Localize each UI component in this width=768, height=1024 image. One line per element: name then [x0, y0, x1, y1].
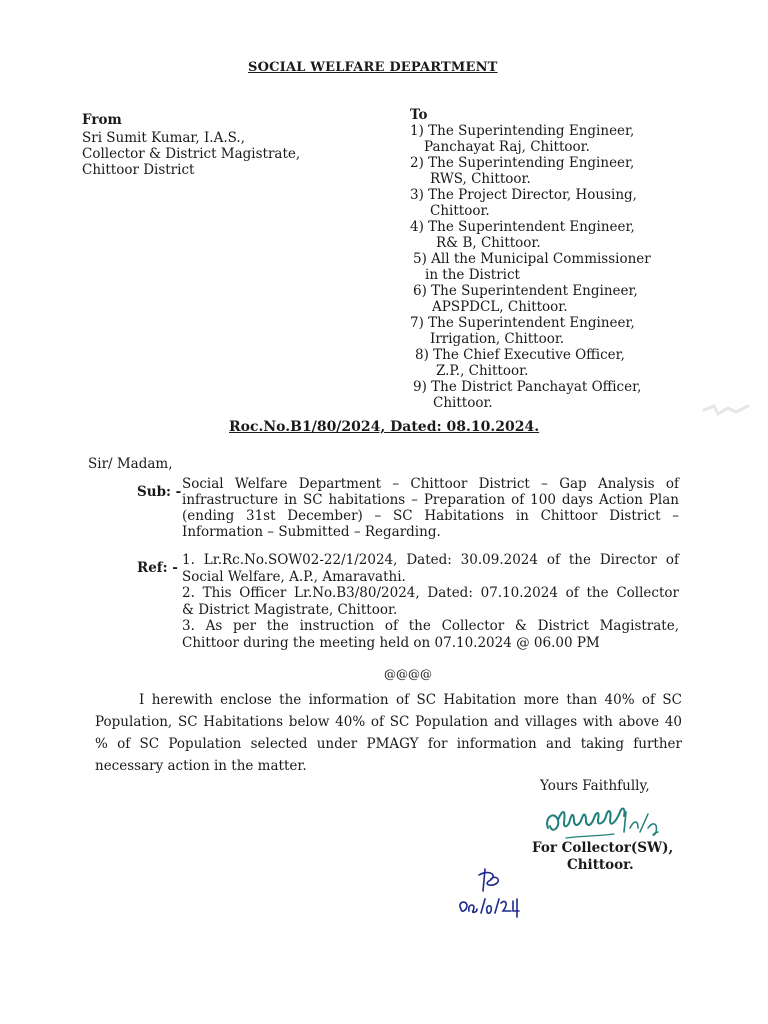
initials-mark — [455, 865, 530, 920]
recipient-title: 9) The District Panchayat Officer, — [413, 379, 642, 395]
subject-line: (ending 31st December) – SC Habitations in Chittoor District – — [182, 508, 679, 524]
body-line: Population, SC Habitations below 40% of SC Population and villages with above 40 — [95, 714, 682, 730]
department-heading: SOCIAL WELFARE DEPARTMENT — [248, 60, 498, 75]
recipient-place: Chittoor. — [433, 395, 493, 411]
body-line: necessary action in the matter. — [95, 758, 307, 774]
from-block — [82, 112, 300, 178]
body-paragraph — [95, 689, 682, 777]
subject-line: Information – Submitted – Regarding. — [182, 524, 441, 540]
recipient-place: in the District — [425, 267, 520, 283]
recipient-place: R& B, Chittoor. — [436, 235, 541, 251]
recipient-item — [413, 283, 710, 315]
recipient-item — [410, 219, 710, 251]
reference-line: & District Magistrate, Chittoor. — [182, 601, 398, 618]
recipient-place: RWS, Chittoor. — [430, 171, 531, 187]
recipient-item — [410, 123, 710, 155]
recipient-title: 6) The Superintendent Engineer, — [413, 283, 638, 299]
recipient-place: Irrigation, Chittoor. — [430, 331, 565, 347]
from-line: Collector & District Magistrate, — [82, 146, 301, 162]
salutation: Sir/ Madam, — [88, 456, 173, 472]
recipient-title: 7) The Superintendent Engineer, — [410, 315, 635, 331]
to-label: To — [410, 107, 428, 123]
from-line: Chittoor District — [82, 162, 195, 178]
body-line: I herewith enclose the information of SC Habitation more than 40% of SC — [139, 692, 682, 708]
reference-number: Roc.No.B1/80/2024, Dated: 08.10.2024. — [229, 419, 540, 435]
to-block — [410, 107, 710, 411]
signatory-line: Chittoor. — [567, 857, 634, 873]
signatory-line: For Collector(SW), — [532, 840, 674, 856]
recipient-title: 8) The Chief Executive Officer, — [415, 347, 625, 363]
signature-mark — [540, 798, 670, 846]
recipient-title: 2) The Superintending Engineer, — [410, 155, 635, 171]
subject-line: infrastructure in SC habitations – Preparation of 100 days Action Plan — [182, 492, 679, 508]
closing-phrase: Yours Faithfully, — [540, 778, 650, 794]
recipient-item — [410, 187, 710, 219]
section-separator: @@@@ — [384, 667, 432, 681]
reference-line: 1. Lr.Rc.No.SOW02-22/1/2024, Dated: 30.09.2024 of the Director of — [182, 552, 679, 568]
reference-text — [182, 552, 679, 651]
reference-line: 2. This Officer Lr.No.B3/80/2024, Dated: 07.10.2024 of the Collector — [182, 585, 679, 601]
recipient-place: Panchayat Raj, Chittoor. — [424, 139, 590, 155]
recipient-item — [413, 379, 710, 411]
recipient-title: 4) The Superintendent Engineer, — [410, 219, 635, 235]
recipient-item — [410, 315, 710, 347]
recipient-title: 3) The Project Director, Housing, — [410, 187, 637, 203]
recipient-title: 5) All the Municipal Commissioner — [413, 251, 651, 267]
from-line: Sri Sumit Kumar, I.A.S., — [82, 130, 245, 146]
body-line: % of SC Population selected under PMAGY for information and taking further — [95, 736, 682, 752]
bleed-through-mark — [700, 398, 755, 420]
recipient-item — [415, 347, 710, 379]
subject-line: Social Welfare Department – Chittoor District – Gap Analysis of — [182, 476, 679, 492]
subject-label: Sub: - — [137, 484, 182, 500]
recipient-place: Chittoor. — [430, 203, 490, 219]
reference-line: Social Welfare, A.P., Amaravathi. — [182, 568, 406, 585]
recipient-place: Z.P., Chittoor. — [436, 363, 529, 379]
reference-label: Ref: - — [137, 560, 178, 576]
reference-line: 3. As per the instruction of the Collector & District Magistrate, — [182, 618, 679, 634]
recipient-place: APSPDCL, Chittoor. — [432, 299, 568, 315]
from-label: From — [82, 112, 122, 128]
recipient-title: 1) The Superintending Engineer, — [410, 123, 635, 139]
reference-line: Chittoor during the meeting held on 07.10.2024 @ 06.00 PM — [182, 634, 600, 651]
subject-text — [182, 476, 679, 540]
recipient-item — [410, 155, 710, 187]
recipient-item — [413, 251, 710, 283]
